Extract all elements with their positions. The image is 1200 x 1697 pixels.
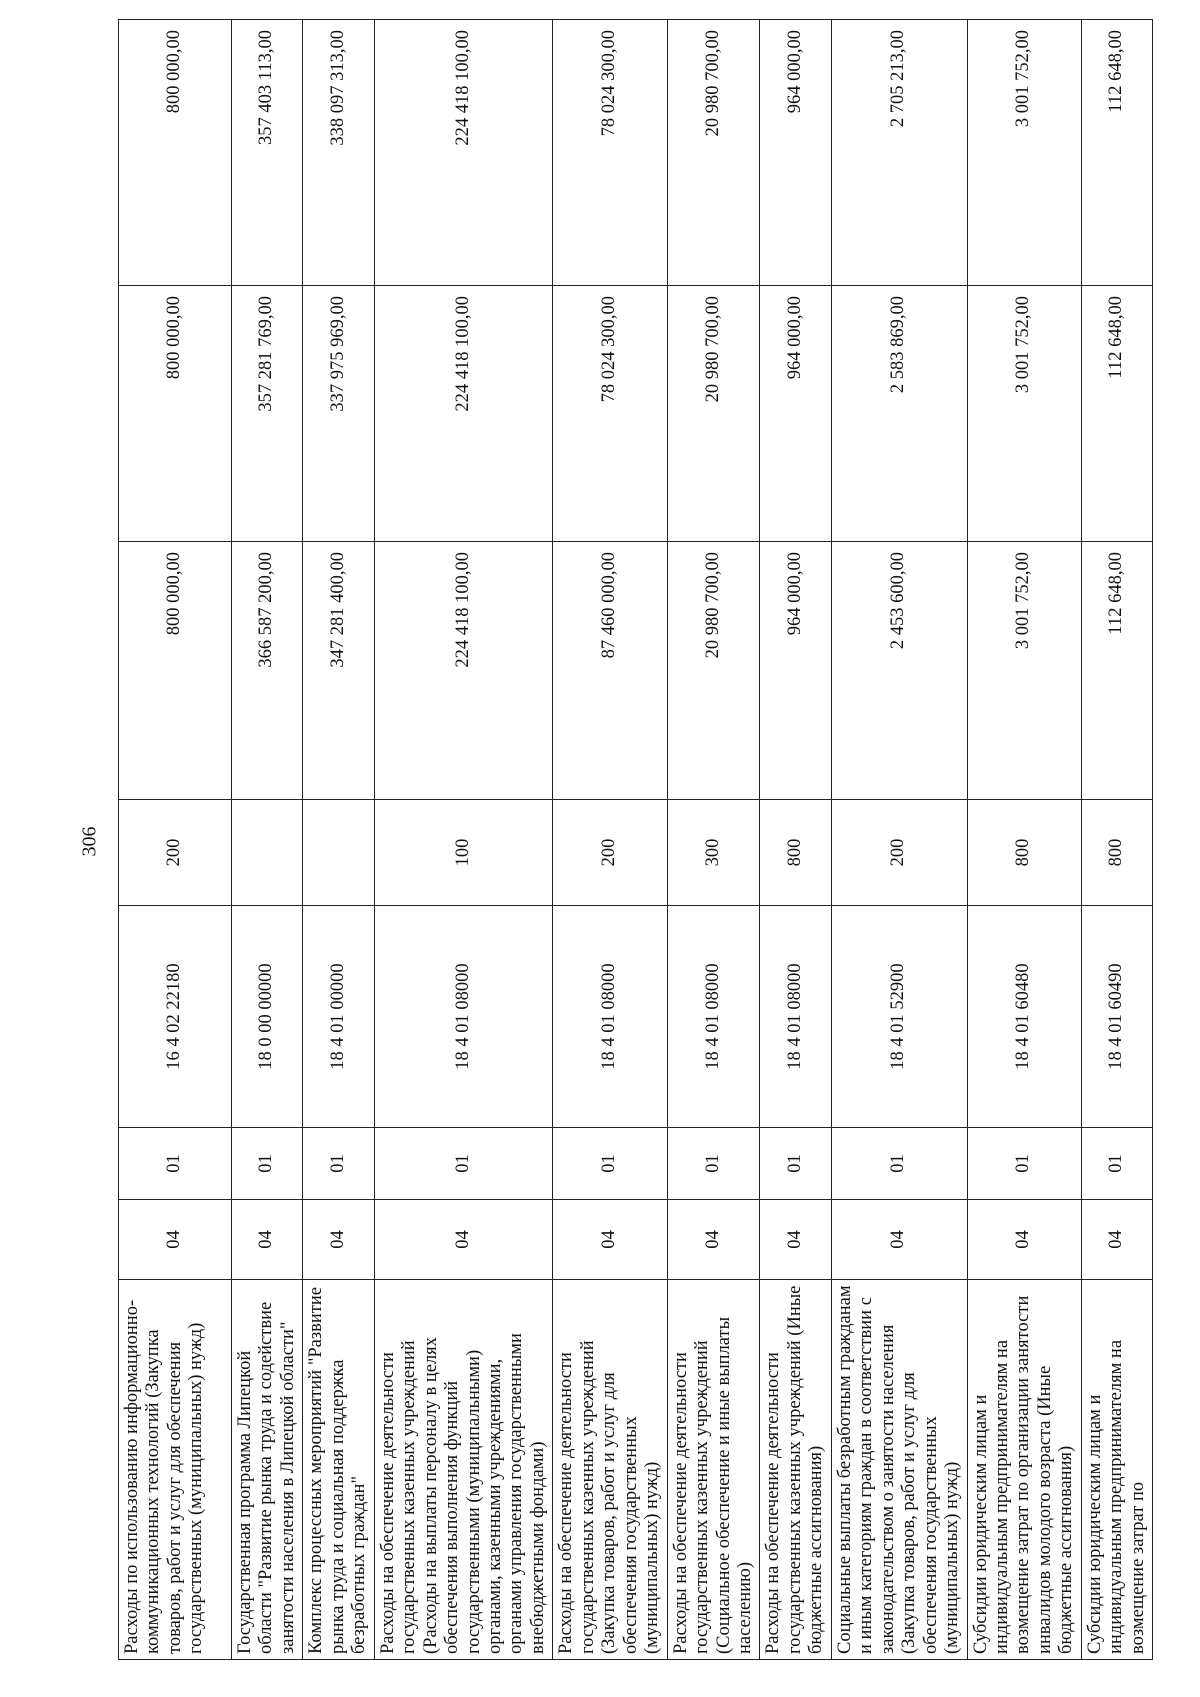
row-description: Субсидии юридическим лицам и индивидуальным предпринимателям на возмещение затрат по <box>1081 1280 1152 1660</box>
amount-year-2: 224 418 100,00 <box>374 286 553 542</box>
section-code: 04 <box>303 1200 374 1280</box>
amount-year-2: 964 000,00 <box>760 286 831 542</box>
amount-year-1: 3 001 752,00 <box>967 542 1081 800</box>
amount-year-2: 20 980 700,00 <box>667 286 760 542</box>
row-description: Расходы на обеспечение деятельности государственных казенных учреждений (Закупка товаров, работ и услуг для обеспечения государственных (муниципальных) нужд) <box>553 1280 667 1660</box>
subsection-code: 01 <box>667 1128 760 1200</box>
amount-year-2: 2 583 869,00 <box>831 286 967 542</box>
amount-year-3: 338 097 313,00 <box>303 20 374 286</box>
amount-year-3: 78 024 300,00 <box>553 20 667 286</box>
expense-type-code: 800 <box>1081 800 1152 906</box>
budget-table <box>118 19 1153 1660</box>
subsection-code: 01 <box>967 1128 1081 1200</box>
amount-year-3: 20 980 700,00 <box>667 20 760 286</box>
amount-year-1: 800 000,00 <box>119 542 232 800</box>
amount-year-2: 357 281 769,00 <box>232 286 303 542</box>
target-article-code: 18 0 00 00000 <box>232 906 303 1128</box>
target-article-code: 18 4 01 08000 <box>760 906 831 1128</box>
subsection-code: 01 <box>1081 1128 1152 1200</box>
section-code: 04 <box>553 1200 667 1280</box>
table-row <box>967 20 1081 1660</box>
expense-type-code: 300 <box>667 800 760 906</box>
section-code: 04 <box>374 1200 553 1280</box>
amount-year-1: 112 648,00 <box>1081 542 1152 800</box>
row-description: Комплекс процессных мероприятий "Развитие рынка труда и социальная поддержка безработных граждан" <box>303 1280 374 1660</box>
target-article-code: 18 4 01 60480 <box>967 906 1081 1128</box>
rotated-page <box>118 20 1148 1660</box>
amount-year-1: 347 281 400,00 <box>303 542 374 800</box>
table-row <box>119 20 232 1660</box>
subsection-code: 01 <box>374 1128 553 1200</box>
target-article-code: 18 4 01 08000 <box>374 906 553 1128</box>
amount-year-2: 800 000,00 <box>119 286 232 542</box>
section-code: 04 <box>967 1200 1081 1280</box>
amount-year-2: 3 001 752,00 <box>967 286 1081 542</box>
target-article-code: 16 4 02 22180 <box>119 906 232 1128</box>
expense-type-code <box>303 800 374 906</box>
amount-year-3: 357 403 113,00 <box>232 20 303 286</box>
row-description: Расходы на обеспечение деятельности государственных казенных учреждений (Расходы на выплаты персоналу в целях обеспечения выполнения функций государственными (муниципальными) органами, казенными учреждениями, органами управления государственными внебюджетными фондами) <box>374 1280 553 1660</box>
amount-year-1: 2 453 600,00 <box>831 542 967 800</box>
section-code: 04 <box>760 1200 831 1280</box>
amount-year-3: 112 648,00 <box>1081 20 1152 286</box>
amount-year-1: 20 980 700,00 <box>667 542 760 800</box>
amount-year-3: 964 000,00 <box>760 20 831 286</box>
amount-year-1: 366 587 200,00 <box>232 542 303 800</box>
subsection-code: 01 <box>760 1128 831 1200</box>
table-row <box>1081 20 1152 1660</box>
amount-year-2: 112 648,00 <box>1081 286 1152 542</box>
table-row <box>667 20 760 1660</box>
section-code: 04 <box>1081 1200 1152 1280</box>
target-article-code: 18 4 01 52900 <box>831 906 967 1128</box>
target-article-code: 18 4 01 00000 <box>303 906 374 1128</box>
amount-year-3: 3 001 752,00 <box>967 20 1081 286</box>
subsection-code: 01 <box>119 1128 232 1200</box>
subsection-code: 01 <box>303 1128 374 1200</box>
table-row <box>232 20 303 1660</box>
expense-type-code: 200 <box>553 800 667 906</box>
amount-year-3: 800 000,00 <box>119 20 232 286</box>
section-code: 04 <box>831 1200 967 1280</box>
row-description: Субсидии юридическим лицам и индивидуальным предпринимателям на возмещение затрат по организации занятости инвалидов молодого возраста (Иные бюджетные ассигнования) <box>967 1280 1081 1660</box>
amount-year-2: 78 024 300,00 <box>553 286 667 542</box>
row-description: Государственная программа Липецкой области "Развитие рынка труда и содействие занятости населения в Липецкой области" <box>232 1280 303 1660</box>
target-article-code: 18 4 01 08000 <box>553 906 667 1128</box>
amount-year-1: 224 418 100,00 <box>374 542 553 800</box>
expense-type-code: 800 <box>760 800 831 906</box>
expense-type-code <box>232 800 303 906</box>
expense-type-code: 800 <box>967 800 1081 906</box>
table-row <box>831 20 967 1660</box>
table-row <box>553 20 667 1660</box>
expense-type-code: 200 <box>119 800 232 906</box>
amount-year-2: 337 975 969,00 <box>303 286 374 542</box>
expense-type-code: 200 <box>831 800 967 906</box>
table-row <box>374 20 553 1660</box>
table-row <box>760 20 831 1660</box>
target-article-code: 18 4 01 60490 <box>1081 906 1152 1128</box>
amount-year-3: 224 418 100,00 <box>374 20 553 286</box>
amount-year-1: 964 000,00 <box>760 542 831 800</box>
row-description: Расходы по использованию информационно-коммуникационных технологий (Закупка товаров, работ и услуг для обеспечения государственных (муниципальных) нужд) <box>119 1280 232 1660</box>
target-article-code: 18 4 01 08000 <box>667 906 760 1128</box>
page-number: 306 <box>78 826 101 857</box>
table-row <box>303 20 374 1660</box>
subsection-code: 01 <box>553 1128 667 1200</box>
row-description: Расходы на обеспечение деятельности государственных казенных учреждений (Иные бюджетные ассигнования) <box>760 1280 831 1660</box>
row-description: Социальные выплаты безработным гражданам и иным категориям граждан в соответствии с законодательством о занятости населения (Закупка товаров, работ и услуг для обеспечения государственных (муниципальных) нужд) <box>831 1280 967 1660</box>
row-description: Расходы на обеспечение деятельности государственных казенных учреждений (Социальное обеспечение и иные выплаты населению) <box>667 1280 760 1660</box>
subsection-code: 01 <box>232 1128 303 1200</box>
section-code: 04 <box>119 1200 232 1280</box>
subsection-code: 01 <box>831 1128 967 1200</box>
section-code: 04 <box>232 1200 303 1280</box>
amount-year-3: 2 705 213,00 <box>831 20 967 286</box>
expense-type-code: 100 <box>374 800 553 906</box>
section-code: 04 <box>667 1200 760 1280</box>
amount-year-1: 87 460 000,00 <box>553 542 667 800</box>
